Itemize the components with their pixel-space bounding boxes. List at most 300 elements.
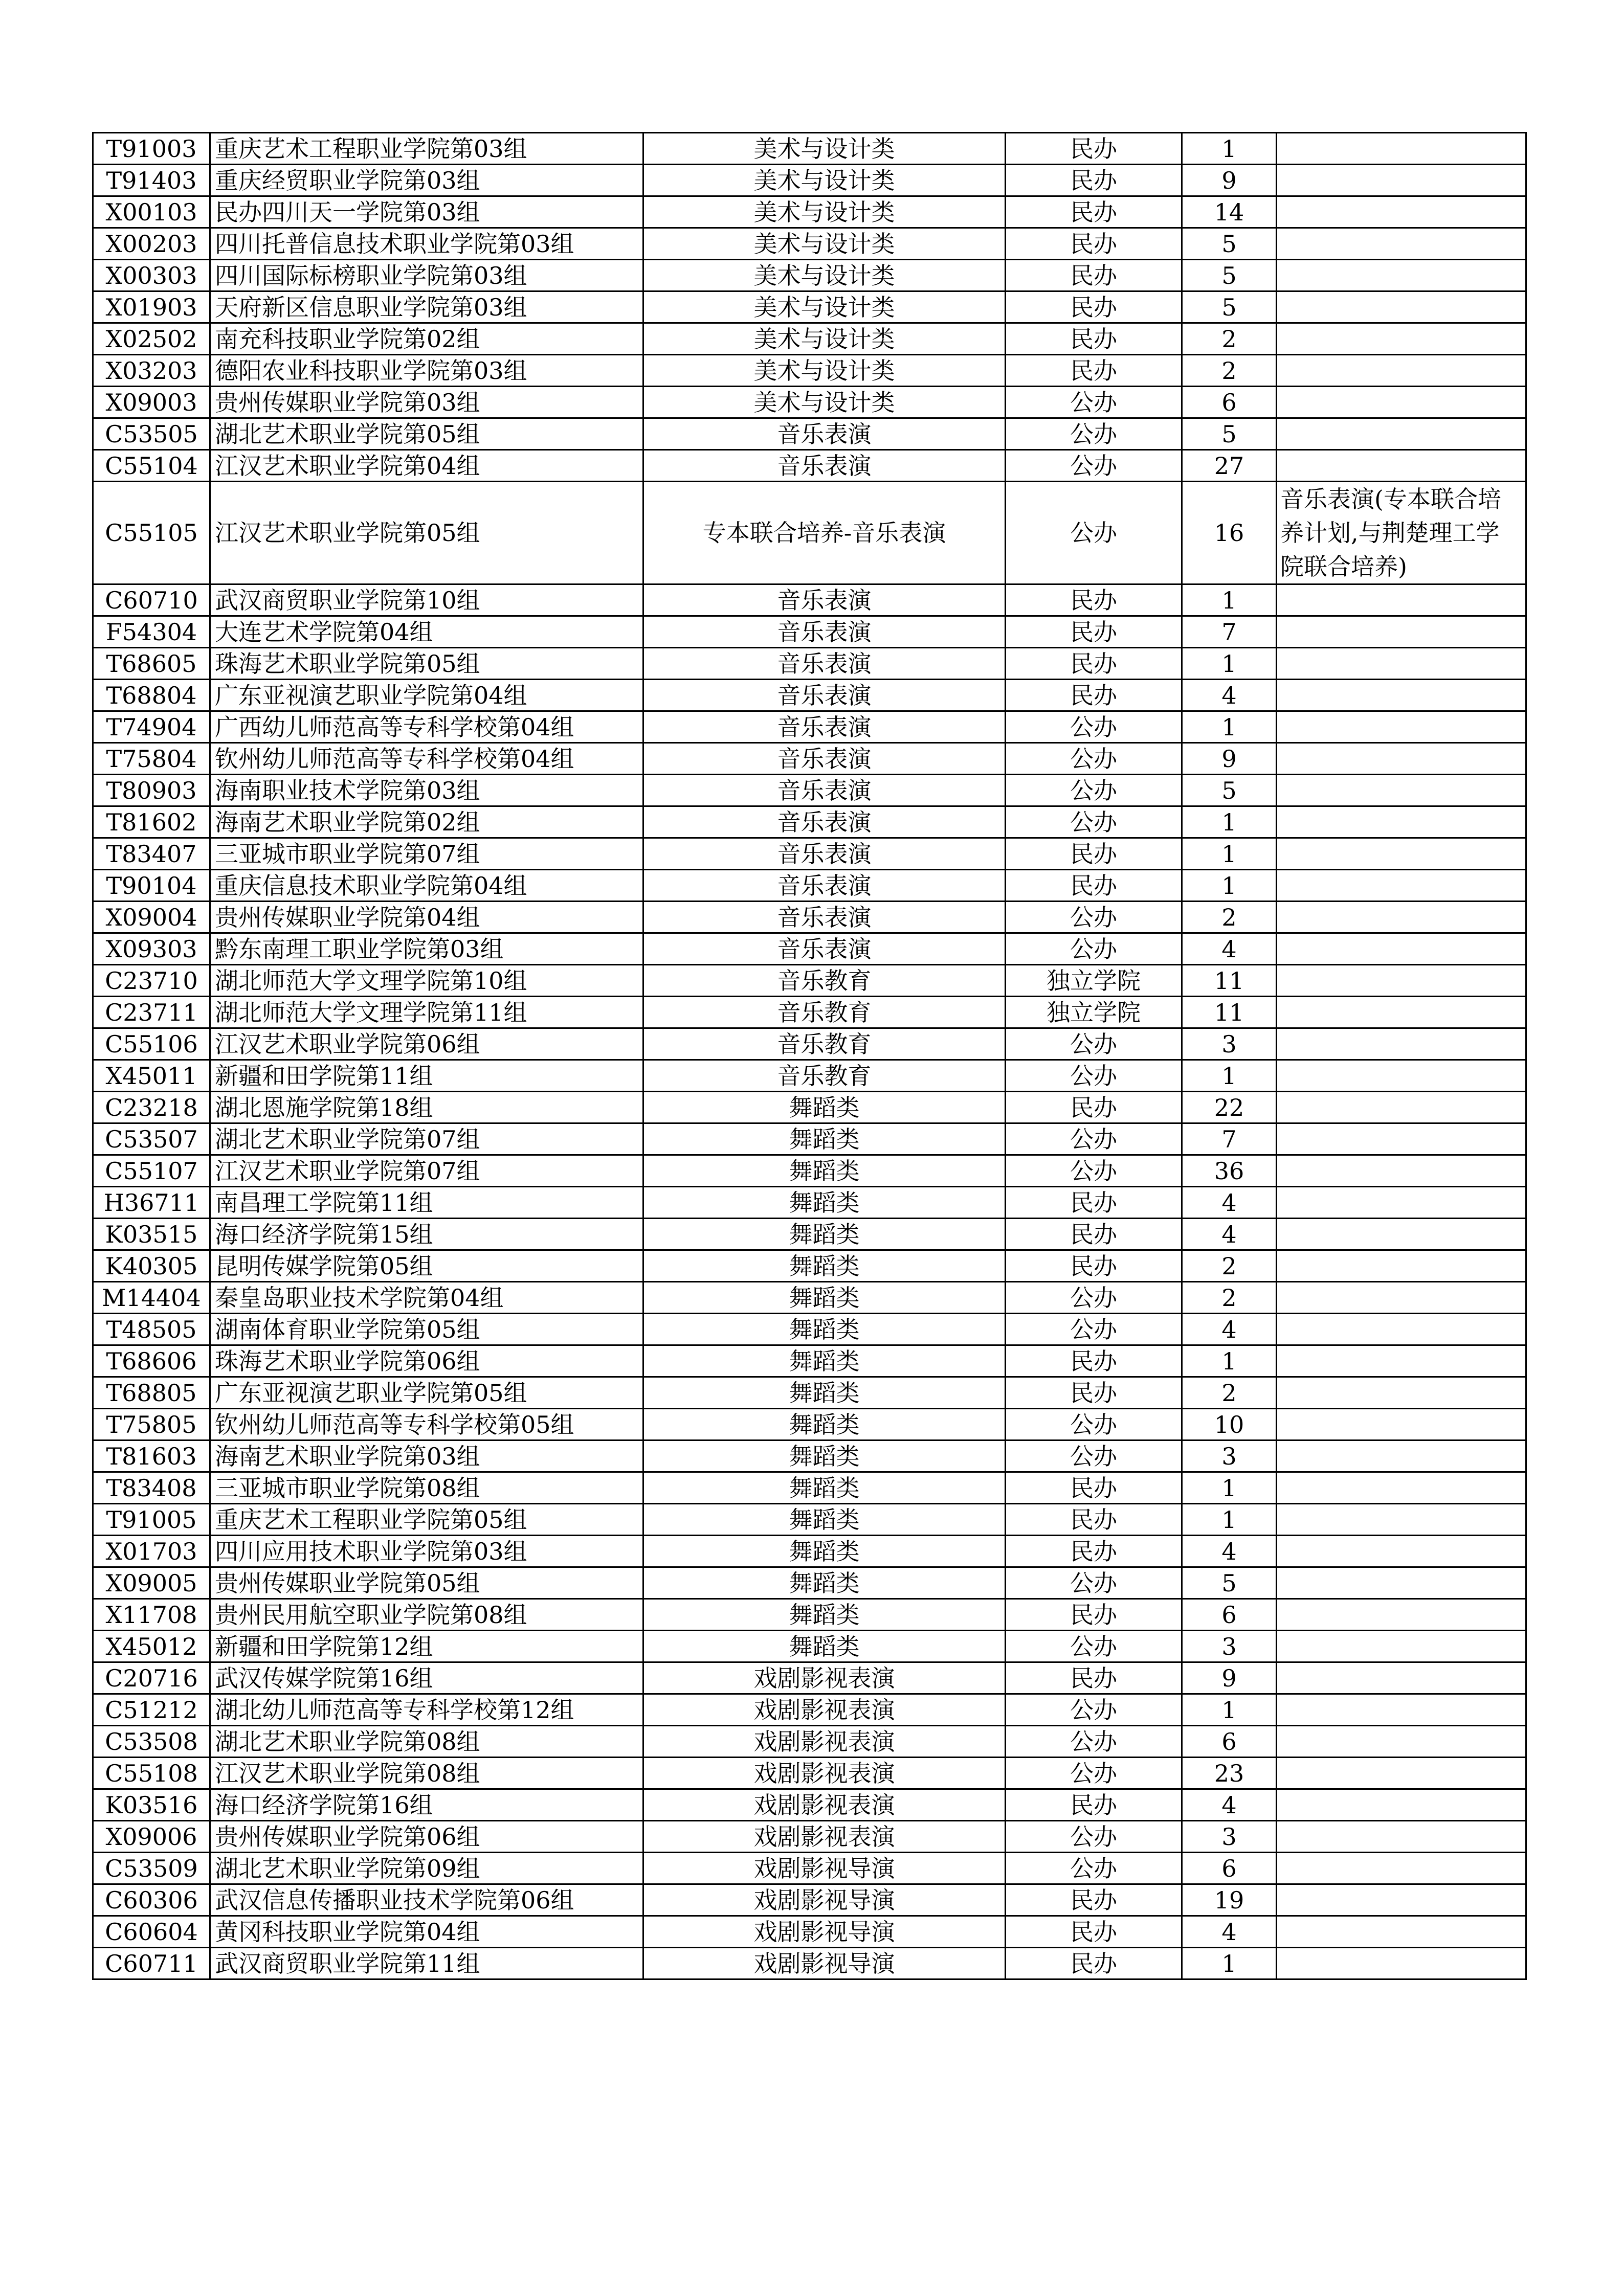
plan-count-cell: 11: [1182, 997, 1277, 1028]
school-group-cell: 武汉传媒学院第16组: [210, 1662, 643, 1694]
school-type-cell: 公办: [1006, 1726, 1182, 1758]
group-code-cell: C60710: [93, 584, 210, 616]
major-cell: 舞蹈类: [643, 1377, 1006, 1409]
school-group-cell: 湖北艺术职业学院第09组: [210, 1853, 643, 1884]
group-code-cell: T83408: [93, 1472, 210, 1504]
plan-count-cell: 4: [1182, 1789, 1277, 1821]
school-type-cell: 公办: [1006, 1758, 1182, 1789]
table-row: [93, 1440, 1526, 1472]
school-group-cell: 湖南体育职业学院第05组: [210, 1314, 643, 1345]
plan-count-cell: 1: [1182, 133, 1277, 165]
remark-cell: [1277, 616, 1526, 648]
plan-count-cell: 4: [1182, 680, 1277, 711]
school-type-cell: 民办: [1006, 1948, 1182, 1979]
remark-cell: [1277, 1377, 1526, 1409]
table-row: [93, 616, 1526, 648]
group-code-cell: T83407: [93, 838, 210, 870]
plan-count-cell: 1: [1182, 1060, 1277, 1092]
remark-cell: [1277, 1853, 1526, 1884]
remark-cell: [1277, 1060, 1526, 1092]
table-row: [93, 291, 1526, 323]
plan-count-cell: 4: [1182, 933, 1277, 965]
school-type-cell: 公办: [1006, 1314, 1182, 1345]
school-type-cell: 民办: [1006, 616, 1182, 648]
school-type-cell: 公办: [1006, 1409, 1182, 1440]
school-group-cell: 武汉商贸职业学院第11组: [210, 1948, 643, 1979]
table-row: [93, 1726, 1526, 1758]
major-cell: 美术与设计类: [643, 291, 1006, 323]
table-row: [93, 997, 1526, 1028]
table-row: [93, 133, 1526, 165]
school-group-cell: 广西幼儿师范高等专科学校第04组: [210, 711, 643, 743]
major-cell: 舞蹈类: [643, 1314, 1006, 1345]
remark-cell: [1277, 1219, 1526, 1250]
remark-cell: [1277, 933, 1526, 965]
major-cell: 美术与设计类: [643, 196, 1006, 228]
plan-count-cell: 14: [1182, 196, 1277, 228]
table-row: [93, 1821, 1526, 1853]
group-code-cell: X09003: [93, 387, 210, 418]
school-type-cell: 民办: [1006, 1599, 1182, 1631]
school-group-cell: 珠海艺术职业学院第05组: [210, 648, 643, 680]
school-group-cell: 湖北艺术职业学院第08组: [210, 1726, 643, 1758]
table-row: [93, 1567, 1526, 1599]
school-group-cell: 武汉信息传播职业技术学院第06组: [210, 1884, 643, 1916]
major-cell: 音乐教育: [643, 1060, 1006, 1092]
remark-cell: [1277, 291, 1526, 323]
table-row: [93, 482, 1526, 584]
plan-count-cell: 1: [1182, 1694, 1277, 1726]
remark-cell: [1277, 680, 1526, 711]
remark-cell: [1277, 1345, 1526, 1377]
group-code-cell: X03203: [93, 355, 210, 387]
group-code-cell: C55105: [93, 482, 210, 584]
table-row: [93, 1948, 1526, 1979]
table-row: [93, 1409, 1526, 1440]
table-row: [93, 1282, 1526, 1314]
school-group-cell: 广东亚视演艺职业学院第05组: [210, 1377, 643, 1409]
group-code-cell: K03516: [93, 1789, 210, 1821]
school-type-cell: 民办: [1006, 648, 1182, 680]
school-type-cell: 独立学院: [1006, 997, 1182, 1028]
remark-cell: [1277, 1567, 1526, 1599]
school-group-cell: 湖北师范大学文理学院第11组: [210, 997, 643, 1028]
plan-count-cell: 3: [1182, 1440, 1277, 1472]
remark-cell: [1277, 584, 1526, 616]
group-code-cell: X09303: [93, 933, 210, 965]
school-group-cell: 江汉艺术职业学院第08组: [210, 1758, 643, 1789]
plan-count-cell: 7: [1182, 1123, 1277, 1155]
group-code-cell: T81603: [93, 1440, 210, 1472]
plan-count-cell: 2: [1182, 323, 1277, 355]
plan-count-cell: 3: [1182, 1028, 1277, 1060]
table-row: [93, 838, 1526, 870]
remark-cell: [1277, 1662, 1526, 1694]
major-cell: 舞蹈类: [643, 1409, 1006, 1440]
major-cell: 专本联合培养-音乐表演: [643, 482, 1006, 584]
plan-count-cell: 23: [1182, 1758, 1277, 1789]
plan-count-cell: 5: [1182, 418, 1277, 450]
group-code-cell: C53509: [93, 1853, 210, 1884]
remark-cell: [1277, 711, 1526, 743]
major-cell: 戏剧影视导演: [643, 1948, 1006, 1979]
group-code-cell: X01903: [93, 291, 210, 323]
school-type-cell: 公办: [1006, 1028, 1182, 1060]
table-row: [93, 1250, 1526, 1282]
school-group-cell: 黄冈科技职业学院第04组: [210, 1916, 643, 1948]
school-type-cell: 民办: [1006, 1377, 1182, 1409]
plan-count-cell: 1: [1182, 648, 1277, 680]
school-type-cell: 民办: [1006, 584, 1182, 616]
table-row: [93, 1504, 1526, 1536]
school-type-cell: 公办: [1006, 743, 1182, 775]
school-group-cell: 珠海艺术职业学院第06组: [210, 1345, 643, 1377]
group-code-cell: X09005: [93, 1567, 210, 1599]
major-cell: 舞蹈类: [643, 1155, 1006, 1187]
major-cell: 音乐表演: [643, 450, 1006, 482]
table-row: [93, 902, 1526, 933]
group-code-cell: T80903: [93, 775, 210, 806]
major-cell: 舞蹈类: [643, 1092, 1006, 1123]
plan-count-cell: 9: [1182, 743, 1277, 775]
remark-cell: [1277, 775, 1526, 806]
group-code-cell: T68606: [93, 1345, 210, 1377]
major-cell: 戏剧影视导演: [643, 1884, 1006, 1916]
remark-cell: [1277, 387, 1526, 418]
school-group-cell: 海南艺术职业学院第02组: [210, 806, 643, 838]
remark-cell: [1277, 260, 1526, 291]
major-cell: 音乐表演: [643, 616, 1006, 648]
school-type-cell: 公办: [1006, 418, 1182, 450]
group-code-cell: C55104: [93, 450, 210, 482]
group-code-cell: X09004: [93, 902, 210, 933]
school-type-cell: 公办: [1006, 775, 1182, 806]
school-group-cell: 海南艺术职业学院第03组: [210, 1440, 643, 1472]
school-type-cell: 公办: [1006, 1567, 1182, 1599]
school-group-cell: 贵州传媒职业学院第05组: [210, 1567, 643, 1599]
group-code-cell: C53508: [93, 1726, 210, 1758]
table-row: [93, 933, 1526, 965]
major-cell: 戏剧影视导演: [643, 1853, 1006, 1884]
remark-cell: [1277, 1123, 1526, 1155]
plan-count-cell: 3: [1182, 1631, 1277, 1662]
school-group-cell: 湖北恩施学院第18组: [210, 1092, 643, 1123]
table-row: [93, 1916, 1526, 1948]
remark-cell: [1277, 1694, 1526, 1726]
group-code-cell: X00203: [93, 228, 210, 260]
group-code-cell: T91003: [93, 133, 210, 165]
school-group-cell: 广东亚视演艺职业学院第04组: [210, 680, 643, 711]
group-code-cell: T48505: [93, 1314, 210, 1345]
table-body: [93, 133, 1526, 1979]
remark-cell: [1277, 1092, 1526, 1123]
school-group-cell: 湖北师范大学文理学院第10组: [210, 965, 643, 997]
table-row: [93, 450, 1526, 482]
remark-cell: [1277, 1314, 1526, 1345]
remark-cell: [1277, 1758, 1526, 1789]
table-row: [93, 1060, 1526, 1092]
plan-count-cell: 2: [1182, 1250, 1277, 1282]
remark-cell: [1277, 1821, 1526, 1853]
table-row: [93, 680, 1526, 711]
school-group-cell: 海口经济学院第15组: [210, 1219, 643, 1250]
table-row: [93, 196, 1526, 228]
table-row: [93, 1853, 1526, 1884]
group-code-cell: C55106: [93, 1028, 210, 1060]
major-cell: 舞蹈类: [643, 1123, 1006, 1155]
plan-count-cell: 10: [1182, 1409, 1277, 1440]
table-row: [93, 1789, 1526, 1821]
school-group-cell: 重庆艺术工程职业学院第05组: [210, 1504, 643, 1536]
table-row: [93, 1219, 1526, 1250]
group-code-cell: T75805: [93, 1409, 210, 1440]
table-row: [93, 1123, 1526, 1155]
table-row: [93, 1155, 1526, 1187]
plan-count-cell: 5: [1182, 1567, 1277, 1599]
school-group-cell: 钦州幼儿师范高等专科学校第04组: [210, 743, 643, 775]
remark-cell: [1277, 1884, 1526, 1916]
remark-cell: [1277, 838, 1526, 870]
plan-count-cell: 11: [1182, 965, 1277, 997]
school-type-cell: 公办: [1006, 1631, 1182, 1662]
table-row: [93, 1472, 1526, 1504]
school-group-cell: 贵州民用航空职业学院第08组: [210, 1599, 643, 1631]
school-type-cell: 民办: [1006, 1916, 1182, 1948]
plan-count-cell: 16: [1182, 482, 1277, 584]
table-row: [93, 418, 1526, 450]
school-type-cell: 民办: [1006, 1884, 1182, 1916]
table-row: [93, 1314, 1526, 1345]
table-row: [93, 1662, 1526, 1694]
plan-count-cell: 1: [1182, 1948, 1277, 1979]
group-code-cell: X45011: [93, 1060, 210, 1092]
remark-cell: [1277, 648, 1526, 680]
school-type-cell: 公办: [1006, 1694, 1182, 1726]
school-type-cell: 公办: [1006, 1821, 1182, 1853]
group-code-cell: T68805: [93, 1377, 210, 1409]
major-cell: 美术与设计类: [643, 355, 1006, 387]
school-type-cell: 民办: [1006, 1345, 1182, 1377]
school-group-cell: 南昌理工学院第11组: [210, 1187, 643, 1219]
group-code-cell: T68605: [93, 648, 210, 680]
school-type-cell: 公办: [1006, 933, 1182, 965]
remark-cell: [1277, 1948, 1526, 1979]
major-cell: 音乐表演: [643, 680, 1006, 711]
major-cell: 戏剧影视表演: [643, 1758, 1006, 1789]
group-code-cell: M14404: [93, 1282, 210, 1314]
plan-count-cell: 6: [1182, 1726, 1277, 1758]
school-group-cell: 贵州传媒职业学院第06组: [210, 1821, 643, 1853]
school-group-cell: 四川国际标榜职业学院第03组: [210, 260, 643, 291]
school-group-cell: 钦州幼儿师范高等专科学校第05组: [210, 1409, 643, 1440]
school-group-cell: 三亚城市职业学院第08组: [210, 1472, 643, 1504]
plan-count-cell: 2: [1182, 355, 1277, 387]
remark-cell: [1277, 165, 1526, 196]
major-cell: 戏剧影视表演: [643, 1662, 1006, 1694]
school-type-cell: 民办: [1006, 1662, 1182, 1694]
school-type-cell: 民办: [1006, 323, 1182, 355]
remark-cell: [1277, 1250, 1526, 1282]
school-group-cell: 天府新区信息职业学院第03组: [210, 291, 643, 323]
plan-count-cell: 5: [1182, 291, 1277, 323]
plan-count-cell: 1: [1182, 1504, 1277, 1536]
plan-count-cell: 5: [1182, 228, 1277, 260]
remark-cell: [1277, 870, 1526, 902]
remark-cell: [1277, 1028, 1526, 1060]
group-code-cell: X00103: [93, 196, 210, 228]
remark-cell: [1277, 997, 1526, 1028]
plan-count-cell: 1: [1182, 1472, 1277, 1504]
table-row: [93, 1884, 1526, 1916]
plan-count-cell: 1: [1182, 711, 1277, 743]
school-type-cell: 公办: [1006, 1440, 1182, 1472]
school-type-cell: 民办: [1006, 1219, 1182, 1250]
school-group-cell: 四川应用技术职业学院第03组: [210, 1536, 643, 1567]
school-type-cell: 民办: [1006, 1536, 1182, 1567]
school-group-cell: 贵州传媒职业学院第03组: [210, 387, 643, 418]
plan-count-cell: 27: [1182, 450, 1277, 482]
group-code-cell: H36711: [93, 1187, 210, 1219]
table-row: [93, 323, 1526, 355]
school-group-cell: 湖北艺术职业学院第07组: [210, 1123, 643, 1155]
school-type-cell: 民办: [1006, 291, 1182, 323]
major-cell: 舞蹈类: [643, 1440, 1006, 1472]
plan-count-cell: 4: [1182, 1916, 1277, 1948]
major-cell: 音乐表演: [643, 711, 1006, 743]
major-cell: 音乐表演: [643, 743, 1006, 775]
school-type-cell: 公办: [1006, 711, 1182, 743]
major-cell: 美术与设计类: [643, 387, 1006, 418]
table-row: [93, 355, 1526, 387]
school-group-cell: 江汉艺术职业学院第04组: [210, 450, 643, 482]
school-type-cell: 独立学院: [1006, 965, 1182, 997]
table-row: [93, 1536, 1526, 1567]
group-code-cell: X01703: [93, 1536, 210, 1567]
group-code-cell: T81602: [93, 806, 210, 838]
plan-count-cell: 7: [1182, 616, 1277, 648]
major-cell: 音乐表演: [643, 838, 1006, 870]
major-cell: 美术与设计类: [643, 228, 1006, 260]
plan-count-cell: 5: [1182, 775, 1277, 806]
plan-count-cell: 1: [1182, 1345, 1277, 1377]
table-row: [93, 228, 1526, 260]
school-type-cell: 民办: [1006, 1092, 1182, 1123]
remark-cell: [1277, 228, 1526, 260]
plan-count-cell: 1: [1182, 584, 1277, 616]
school-type-cell: 民办: [1006, 228, 1182, 260]
school-type-cell: 民办: [1006, 1472, 1182, 1504]
school-type-cell: 公办: [1006, 902, 1182, 933]
plan-count-cell: 1: [1182, 838, 1277, 870]
table-row: [93, 1377, 1526, 1409]
major-cell: 舞蹈类: [643, 1250, 1006, 1282]
school-type-cell: 民办: [1006, 196, 1182, 228]
table-row: [93, 743, 1526, 775]
major-cell: 舞蹈类: [643, 1567, 1006, 1599]
school-type-cell: 公办: [1006, 387, 1182, 418]
major-cell: 美术与设计类: [643, 260, 1006, 291]
table-row: [93, 870, 1526, 902]
school-group-cell: 南充科技职业学院第02组: [210, 323, 643, 355]
remark-cell: [1277, 806, 1526, 838]
school-group-cell: 海南职业技术学院第03组: [210, 775, 643, 806]
remark-cell: [1277, 418, 1526, 450]
group-code-cell: K40305: [93, 1250, 210, 1282]
major-cell: 音乐表演: [643, 418, 1006, 450]
group-code-cell: C23218: [93, 1092, 210, 1123]
group-code-cell: C60604: [93, 1916, 210, 1948]
major-cell: 舞蹈类: [643, 1219, 1006, 1250]
school-type-cell: 民办: [1006, 838, 1182, 870]
major-cell: 音乐表演: [643, 870, 1006, 902]
major-cell: 舞蹈类: [643, 1472, 1006, 1504]
group-code-cell: X09006: [93, 1821, 210, 1853]
group-code-cell: T91005: [93, 1504, 210, 1536]
major-cell: 舞蹈类: [643, 1504, 1006, 1536]
group-code-cell: X11708: [93, 1599, 210, 1631]
school-group-cell: 新疆和田学院第12组: [210, 1631, 643, 1662]
plan-count-cell: 1: [1182, 806, 1277, 838]
major-cell: 美术与设计类: [643, 323, 1006, 355]
major-cell: 音乐教育: [643, 965, 1006, 997]
plan-count-cell: 1: [1182, 870, 1277, 902]
remark-cell: [1277, 1440, 1526, 1472]
group-code-cell: F54304: [93, 616, 210, 648]
school-type-cell: 公办: [1006, 482, 1182, 584]
major-cell: 戏剧影视表演: [643, 1789, 1006, 1821]
major-cell: 音乐表演: [643, 933, 1006, 965]
table-row: [93, 260, 1526, 291]
group-code-cell: C51212: [93, 1694, 210, 1726]
school-group-cell: 湖北幼儿师范高等专科学校第12组: [210, 1694, 643, 1726]
school-type-cell: 民办: [1006, 260, 1182, 291]
school-type-cell: 民办: [1006, 1250, 1182, 1282]
major-cell: 音乐教育: [643, 997, 1006, 1028]
group-code-cell: C23710: [93, 965, 210, 997]
table-row: [93, 965, 1526, 997]
school-type-cell: 民办: [1006, 1789, 1182, 1821]
school-type-cell: 民办: [1006, 1187, 1182, 1219]
major-cell: 音乐表演: [643, 806, 1006, 838]
plan-count-cell: 6: [1182, 1599, 1277, 1631]
major-cell: 舞蹈类: [643, 1187, 1006, 1219]
plan-count-cell: 4: [1182, 1187, 1277, 1219]
table-row: [93, 1631, 1526, 1662]
group-code-cell: X02502: [93, 323, 210, 355]
plan-count-cell: 36: [1182, 1155, 1277, 1187]
school-group-cell: 武汉商贸职业学院第10组: [210, 584, 643, 616]
remark-cell: [1277, 450, 1526, 482]
remark-cell: [1277, 965, 1526, 997]
table-row: [93, 1694, 1526, 1726]
group-code-cell: C60711: [93, 1948, 210, 1979]
school-group-cell: 民办四川天一学院第03组: [210, 196, 643, 228]
major-cell: 音乐教育: [643, 1028, 1006, 1060]
group-code-cell: K03515: [93, 1219, 210, 1250]
group-code-cell: X45012: [93, 1631, 210, 1662]
remark-cell: [1277, 196, 1526, 228]
group-code-cell: C55108: [93, 1758, 210, 1789]
remark-cell: [1277, 1282, 1526, 1314]
school-type-cell: 民办: [1006, 870, 1182, 902]
school-type-cell: 公办: [1006, 1155, 1182, 1187]
remark-cell: [1277, 1155, 1526, 1187]
school-group-cell: 江汉艺术职业学院第05组: [210, 482, 643, 584]
school-group-cell: 昆明传媒学院第05组: [210, 1250, 643, 1282]
plan-count-cell: 2: [1182, 1377, 1277, 1409]
major-cell: 美术与设计类: [643, 165, 1006, 196]
group-code-cell: T74904: [93, 711, 210, 743]
